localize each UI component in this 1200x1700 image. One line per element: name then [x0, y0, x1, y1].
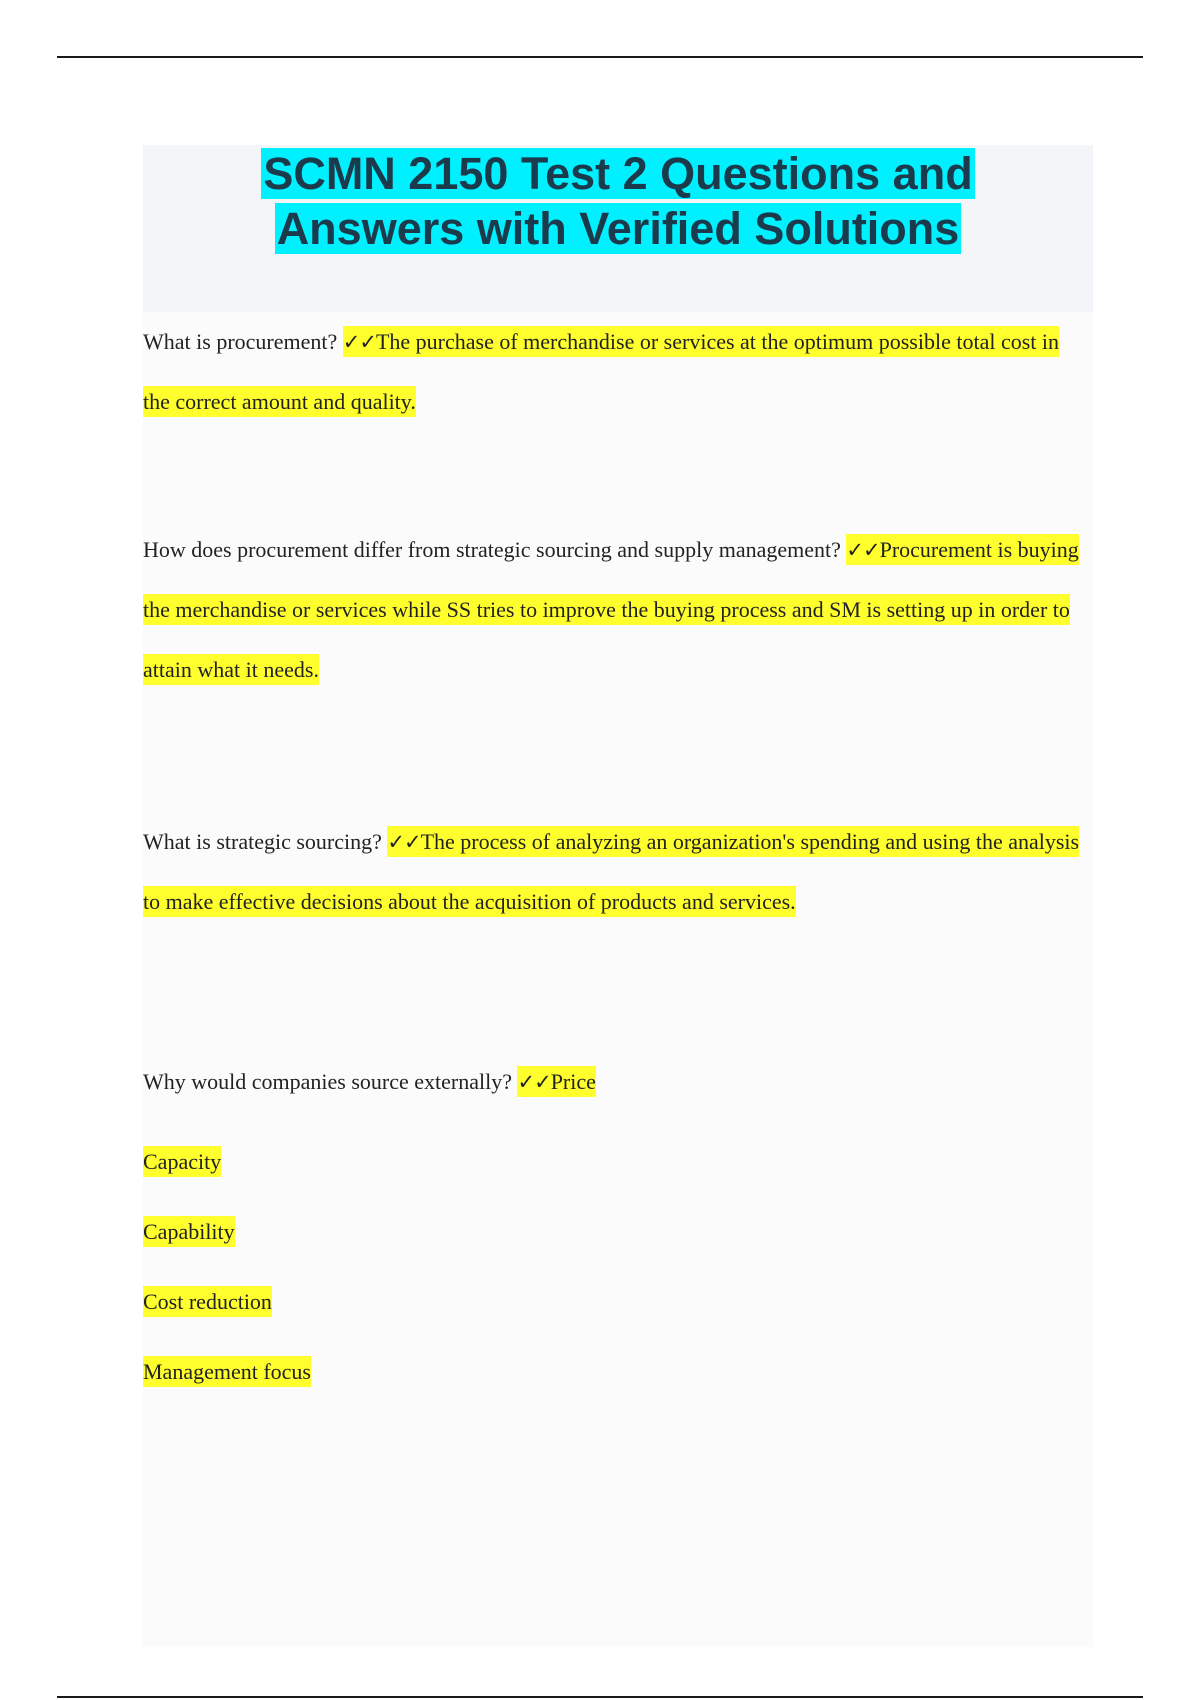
answer-text: The process of analyzing an organization's spending and using the analysis to make effective decisions about the acquisition of products and services. [143, 829, 1080, 914]
answer-highlight [517, 1066, 595, 1097]
list-item [143, 1147, 1093, 1177]
list-item-text: Cost reduction [143, 1286, 272, 1317]
double-check-icon: ✓✓ [517, 1070, 551, 1094]
list-item [143, 1217, 1093, 1247]
list-item-text: Capacity [143, 1146, 221, 1177]
document-title: SCMN 2150 Test 2 Questions and Answers with Verified Solutions [263, 148, 973, 254]
top-rule [57, 56, 1143, 58]
document-body [143, 145, 1093, 1647]
list-item [143, 1357, 1093, 1387]
double-check-icon: ✓✓ [387, 830, 421, 854]
answer-text: Procurement is buying the merchandise or services while SS tries to improve the buying process and SM is setting up in order to attain what it needs. [143, 537, 1079, 682]
qa-item-2 [143, 520, 1093, 700]
question-text: What is strategic sourcing? [143, 829, 382, 854]
bottom-rule [57, 1696, 1143, 1698]
question-text: How does procurement differ from strategic sourcing and supply management? [143, 537, 841, 562]
answer-text: Price [550, 1069, 596, 1094]
double-check-icon: ✓✓ [342, 330, 376, 354]
qa-item-1 [143, 312, 1093, 432]
qa-item-4 [143, 1052, 1093, 1112]
question-text: Why would companies source externally? [143, 1069, 512, 1094]
qa-item-3 [143, 812, 1093, 932]
answer-text: The purchase of merchandise or services at the optimum possible total cost in the correct amount and quality. [143, 329, 1059, 414]
list-item-text: Capability [143, 1216, 235, 1247]
list-item [143, 1287, 1093, 1317]
question-text: What is procurement? [143, 329, 338, 354]
double-check-icon: ✓✓ [846, 538, 880, 562]
title-block [143, 145, 1093, 312]
list-item-text: Management focus [143, 1356, 311, 1387]
